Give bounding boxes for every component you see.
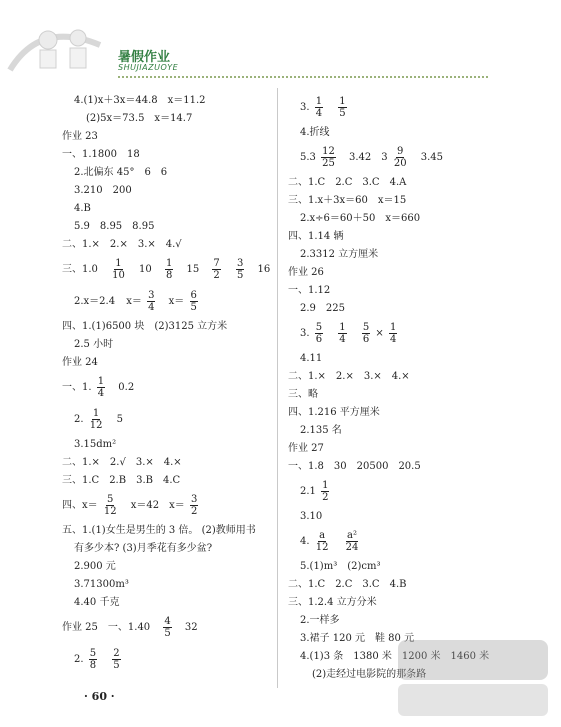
- fraction: $\frac{1}{12}$: [89, 408, 103, 431]
- answer-line: 2.一样多: [300, 615, 340, 626]
- answer-text: 16: [257, 264, 271, 275]
- answer-line: 4.11: [300, 353, 323, 364]
- answer-line: 5.9 8.95 8.95: [74, 221, 155, 232]
- answer-line: [62, 490, 292, 522]
- answer-line: [62, 254, 292, 286]
- answer-text: 2.: [74, 414, 84, 425]
- page-number: · 60 ·: [84, 690, 115, 703]
- answer-text: 15: [186, 264, 200, 275]
- answer-line: 有多少本? (3)月季花有多少盆?: [74, 543, 213, 554]
- answer-text: 一、1.: [62, 382, 92, 393]
- answer-line: 2.x÷6＝60＋50 x＝660: [300, 213, 421, 224]
- answer-line: 5.(1)m³ (2)cm³: [300, 561, 381, 572]
- answer-text: 5: [116, 414, 124, 425]
- header-dotted-rule: [118, 76, 488, 78]
- fraction: $\frac{1}{4}$: [315, 96, 323, 119]
- answer-line: 2.9 225: [300, 303, 345, 314]
- fraction: $\frac{1}{4}$: [339, 322, 346, 345]
- answer-line: [62, 612, 292, 644]
- answer-line: [62, 286, 292, 318]
- answer-text: x＝: [126, 296, 142, 307]
- answer-line: 4.(1)3 条 1380 米 1200 米 1460 米: [300, 651, 490, 662]
- answer-line: 三、1.C 2.B 3.B 4.C: [62, 475, 181, 486]
- answer-line: 4.40 千克: [74, 597, 120, 608]
- answer-line: 五、1.(1)女生是男生的 3 倍。 (2)教师用书: [62, 525, 256, 536]
- answer-line: 二、1.C 2.C 3.C 4.B: [288, 579, 407, 590]
- answer-line: [62, 404, 292, 436]
- assignment-heading: 作业 23: [62, 131, 98, 142]
- answer-line: 一、1.8 30 20500 20.5: [288, 461, 421, 472]
- answer-text: 5.3: [300, 152, 316, 163]
- answer-line: 4.(1)x＋3x＝44.8 x＝11.2: [74, 95, 206, 106]
- answer-line: 四、1.216 平方厘米: [288, 407, 380, 418]
- answer-text: x＝42 x＝: [130, 500, 185, 511]
- answer-line: 2.5 小时: [74, 339, 114, 350]
- brand-title: 暑假作业: [118, 50, 171, 65]
- fraction: $\frac{7}{2}$: [213, 258, 220, 281]
- answer-line: [62, 644, 292, 676]
- answer-line: 三、1.x＋3x＝60 x＝15: [288, 195, 407, 206]
- answer-text: ×: [375, 328, 384, 339]
- answer-line: 一、1.1800 18: [62, 149, 140, 160]
- answer-text: 三、1.0: [62, 264, 98, 275]
- fraction: $\frac{2}{5}$: [113, 648, 120, 671]
- answer-line: 3.15dm²: [74, 439, 117, 450]
- header-illustration: [0, 0, 120, 80]
- answer-text: 3.: [300, 328, 310, 339]
- assignment-heading: 作业 27: [288, 443, 324, 454]
- page-header: [0, 0, 561, 80]
- answer-line: 四、1.14 辆: [288, 231, 344, 242]
- answer-line: [288, 526, 518, 558]
- answer-line: 二、1.× 2.√ 3.× 4.×: [62, 457, 182, 468]
- answer-line: 三、略: [288, 389, 318, 400]
- answer-line: 2.900 元: [74, 561, 116, 572]
- answer-line: 2.北偏东 45° 6 6: [74, 167, 168, 178]
- answer-line: 3.210 200: [74, 185, 132, 196]
- answer-line: 4.折线: [300, 127, 330, 138]
- watermark-logo: [390, 632, 555, 722]
- fraction: $\frac{1}{2}$: [322, 480, 329, 503]
- fraction: $\frac{4}{5}$: [164, 616, 171, 639]
- answer-line: 3.71300m³: [74, 579, 129, 590]
- assignment-heading: 作业 24: [62, 357, 98, 368]
- answer-text: 3.45: [420, 152, 444, 163]
- answer-text: 4.: [300, 536, 310, 547]
- answer-line: 3.裙子 120 元 鞋 80 元: [300, 633, 415, 644]
- answer-text: 3.: [300, 102, 310, 113]
- answer-text: 四、x＝: [62, 500, 98, 511]
- answer-line: (2)5x＝73.5 x＝14.7: [86, 113, 193, 124]
- answer-line: 二、1.× 2.× 3.× 4.×: [288, 371, 410, 382]
- answer-line: [288, 142, 518, 174]
- fraction: $\frac{5}{8}$: [89, 648, 97, 671]
- fraction: $\frac{3}{2}$: [190, 494, 198, 517]
- answer-line: 3.10: [300, 511, 323, 522]
- answer-text: 2.x＝2.4: [74, 296, 116, 307]
- fraction: $\frac{1}{8}$: [165, 258, 173, 281]
- answer-text: 10: [139, 264, 152, 275]
- answer-line: 三、1.2.4 立方分米: [288, 597, 377, 608]
- fraction: $\frac{3}{4}$: [148, 290, 155, 313]
- answer-line: [62, 372, 292, 404]
- fraction: $\frac{5}{6}$: [362, 322, 370, 345]
- answer-text: 0.2: [118, 382, 135, 393]
- answer-line: 2.3312 立方厘米: [300, 249, 379, 260]
- fraction: $\frac{6}{5}$: [190, 290, 197, 313]
- answer-text: 2.1: [300, 486, 316, 497]
- left-column: [62, 92, 292, 676]
- fraction: $\frac{5}{12}$: [103, 494, 117, 517]
- answer-line: 四、1.(1)6500 块 (2)3125 立方米: [62, 321, 228, 332]
- fraction: $\frac{3}{5}$: [236, 258, 244, 281]
- answer-line: [288, 318, 518, 350]
- answer-text: 3.42 3: [349, 152, 388, 163]
- answer-line: 2.135 名: [300, 425, 342, 436]
- fraction: $\frac{1}{10}$: [112, 258, 125, 281]
- fraction: $\frac{1}{4}$: [390, 322, 397, 345]
- answer-text: 32: [184, 622, 198, 633]
- answer-text: 2.: [74, 654, 84, 665]
- right-column: [288, 92, 518, 684]
- fraction: $\frac{1}{4}$: [97, 376, 105, 399]
- brand-subtitle: SHUJIAZUOYE: [118, 63, 179, 72]
- answer-line: 4.B: [74, 203, 91, 214]
- fraction: $\frac{5}{6}$: [315, 322, 323, 345]
- answer-line: [288, 92, 518, 124]
- answer-text: x＝: [168, 296, 185, 307]
- assignment-heading: 作业 26: [288, 267, 324, 278]
- answer-line: 二、1.C 2.C 3.C 4.A: [288, 177, 407, 188]
- fraction: $\frac{12}{25}$: [322, 146, 335, 169]
- answer-line: [288, 476, 518, 508]
- fraction: $\frac{1}{5}$: [339, 96, 346, 119]
- fraction: $\frac{9}{20}$: [393, 146, 407, 169]
- fraction: $\frac{\text{a²}}{24}$: [345, 530, 359, 553]
- answer-line: (2)走经过电影院的那条路: [312, 669, 427, 680]
- answer-line: 一、1.12: [288, 285, 331, 296]
- answer-line: 二、1.× 2.× 3.× 4.√: [62, 239, 182, 250]
- answer-text: 作业 25 一、1.40: [62, 622, 151, 633]
- fraction: $\frac{a}{12}$: [315, 530, 329, 553]
